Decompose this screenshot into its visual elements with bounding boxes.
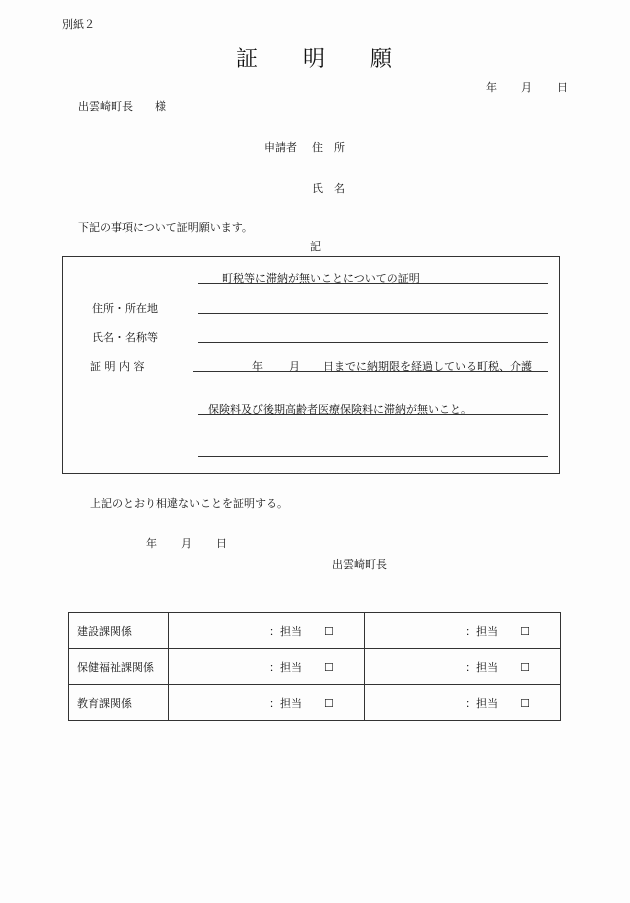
department-table (68, 612, 561, 721)
title-char-1: 証 (236, 47, 259, 72)
checkbox[interactable]: ☐ (324, 660, 334, 674)
content-month: 月 (289, 360, 300, 373)
checkbox[interactable]: ☐ (324, 696, 334, 710)
applicant-address-label: 住 所 (312, 141, 345, 154)
department-name: 建設課関係 (69, 613, 169, 649)
tantou-label: ：担当 (269, 696, 303, 710)
table-row (69, 649, 561, 685)
certify-day: 日 (216, 537, 227, 550)
title-char-3: 願 (370, 47, 393, 72)
content-line-3 (198, 456, 548, 457)
applicant-label: 申請者 (264, 141, 297, 154)
certify-text: 上記のとおり相違ないことを証明する。 (90, 497, 288, 510)
address-line (198, 313, 548, 314)
department-cell (168, 649, 364, 685)
content-text-1: 日までに納期限を経過している町税、介護 (323, 360, 532, 373)
date-day: 日 (557, 81, 568, 94)
tantou-label: ：担当 (269, 660, 303, 674)
subject-line (198, 283, 548, 284)
table-row (69, 613, 561, 649)
ki-label: 記 (310, 240, 321, 253)
address-label: 住所・所在地 (92, 302, 158, 315)
name-label: 氏名・名称等 (92, 331, 158, 344)
department-name: 保健福祉課関係 (69, 649, 169, 685)
certify-month: 月 (181, 537, 192, 550)
checkbox[interactable]: ☐ (520, 696, 530, 710)
certify-year: 年 (146, 537, 157, 550)
request-text: 下記の事項について証明願います。 (78, 221, 253, 234)
date-month: 月 (521, 81, 532, 94)
content-year: 年 (252, 360, 263, 373)
checkbox[interactable]: ☐ (520, 624, 530, 638)
table-row (69, 685, 561, 721)
certifier: 出雲崎町長 (332, 558, 387, 571)
department-cell (168, 613, 364, 649)
department-cell (364, 649, 560, 685)
checkbox[interactable]: ☐ (520, 660, 530, 674)
date-year: 年 (486, 81, 497, 94)
content-text-2: 保険料及び後期高齢者医療保険料に滞納が無いこと。 (208, 403, 472, 416)
title-char-2: 明 (303, 47, 326, 72)
attachment-label: 別紙２ (62, 18, 95, 31)
checkbox[interactable]: ☐ (324, 624, 334, 638)
tantou-label: ：担当 (465, 660, 499, 674)
content-label: 証 明 内 容 (90, 360, 145, 373)
department-cell (364, 685, 560, 721)
content-line-2 (198, 414, 548, 415)
subject-text: 町税等に滞納が無いことについての証明 (222, 272, 420, 285)
tantou-label: ：担当 (269, 624, 303, 638)
department-cell (168, 685, 364, 721)
department-cell (364, 613, 560, 649)
applicant-name-label: 氏 名 (312, 182, 345, 195)
department-name: 教育課関係 (69, 685, 169, 721)
content-line-1 (193, 371, 548, 372)
addressee: 出雲崎町長 様 (78, 100, 166, 113)
tantou-label: ：担当 (465, 624, 499, 638)
name-line (198, 342, 548, 343)
tantou-label: ：担当 (465, 696, 499, 710)
